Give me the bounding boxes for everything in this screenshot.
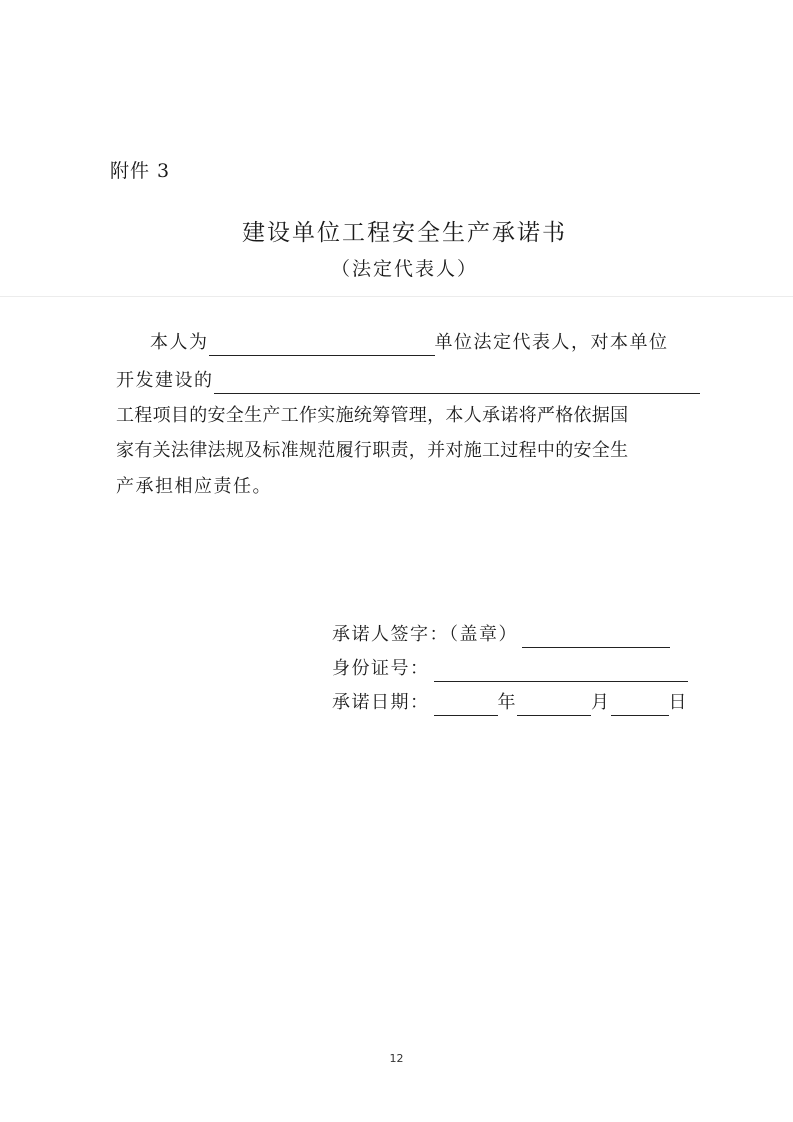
document-subtitle: （法定代表人） bbox=[330, 258, 478, 280]
attachment-label: 附件 3 bbox=[110, 160, 171, 182]
document-title: 建设单位工程安全生产承诺书 bbox=[242, 220, 567, 246]
body-line-1-prefix: 本人为 bbox=[150, 332, 209, 353]
month-blank[interactable] bbox=[517, 693, 591, 716]
body-line-1 bbox=[150, 330, 669, 356]
body-line-2-prefix: 开发建设的 bbox=[116, 370, 214, 391]
signer-signature-blank[interactable] bbox=[522, 625, 670, 648]
day-blank[interactable] bbox=[611, 693, 669, 716]
date-label: 承诺日期： bbox=[332, 692, 430, 713]
body-line-3: 工程项目的安全生产工作实施统筹管理，本人承诺将严格依据国 bbox=[116, 405, 629, 426]
body-line-2 bbox=[116, 368, 700, 394]
body-line-1-suffix: 单位法定代表人，对本单位 bbox=[434, 332, 669, 353]
year-blank[interactable] bbox=[434, 693, 498, 716]
id-number-blank[interactable] bbox=[434, 659, 688, 682]
date-row bbox=[332, 690, 688, 716]
month-unit: 月 bbox=[591, 692, 611, 713]
project-name-blank[interactable] bbox=[214, 371, 700, 394]
body-line-4: 家有关法律法规及标准规范履行职责，并对施工过程中的安全生 bbox=[116, 440, 629, 461]
signer-label: 承诺人签字：（盖章） bbox=[332, 624, 518, 645]
id-number-label: 身份证号： bbox=[332, 658, 430, 679]
year-unit: 年 bbox=[497, 692, 517, 713]
body-line-5: 产承担相应责任。 bbox=[116, 476, 272, 497]
day-unit: 日 bbox=[668, 692, 688, 713]
signer-row bbox=[332, 622, 670, 648]
scan-fold-line bbox=[0, 296, 793, 297]
page-number: 12 bbox=[389, 1052, 404, 1065]
id-number-row bbox=[332, 656, 688, 682]
unit-name-blank[interactable] bbox=[209, 333, 435, 356]
